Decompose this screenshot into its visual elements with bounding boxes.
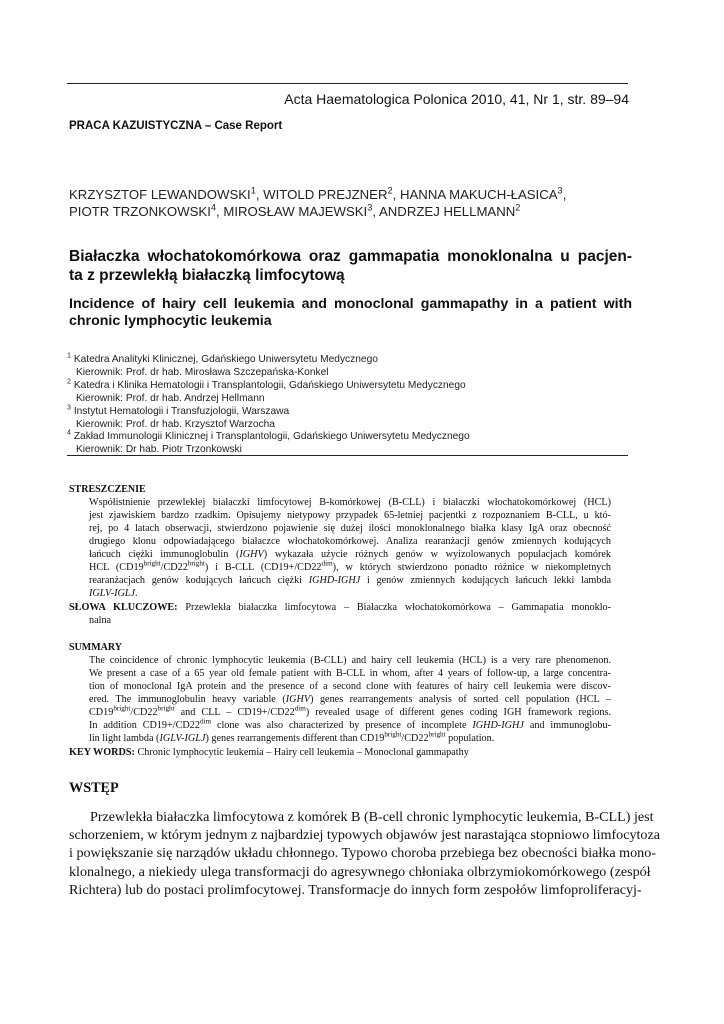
abstract-line: drugiego klonu odpowiadającego białaczce włochatokomórkowej. Analiza rearanżacji genów zmiennych kodujących xyxy=(89,535,611,547)
title-polish xyxy=(69,247,632,285)
abstract-line: rearanżacjach genów kodujących łańcuch ciężki IGHD-IGHJ i genów zmiennych kodujących łańcuch lekki lambda xyxy=(89,574,611,586)
affiliation-line: Kierownik: Prof. dr hab. Mirosława Szczepańska-Konkel xyxy=(76,366,329,378)
affiliation-line: $^2$ Katedra i Klinika Hematologii i Transplantologii, Gdańskiego Uniwersytetu Medycznego xyxy=(67,377,466,391)
body-line: i powiększanie się narządów układu chłonnego. Typowo choroba przebiega bez obecności białka mono- xyxy=(69,845,656,862)
body-line: klonalnego, a niekiedy ulega transformacji do agresywnego chłoniaka olbrzymiokomórkowego (zespół xyxy=(69,863,651,880)
title-english-line: Incidence of hairy cell leukemia and monoclonal gammapathy in a patient with xyxy=(69,296,632,312)
authors xyxy=(69,186,566,220)
affiliation-line: Kierownik: Prof. dr hab. Andrzej Hellmann xyxy=(76,392,265,404)
streszczenie-heading: STRESZCZENIE xyxy=(69,484,146,495)
authors-line-1: KRZYSZTOF LEWANDOWSKI$^1$, WITOLD PREJZNER$^2$, HANNA MAKUCH-ŁASICA$^3$, xyxy=(69,185,567,202)
abstract-line: HCL $(CD19^{bright}/CD22^{bright})$ i B-CLL $(CD19+/CD22^{dim})$, w których stwierdzono ponadto różnice w niekompletnych xyxy=(89,559,611,573)
title-polish-line: ta z przewlekłą białaczką limfocytową xyxy=(69,267,345,284)
abstract-line: rej, po 4 latach obserwacji, stwierdzono pojawienie się dużej ilości monoklonalnego białka klasy IgA oraz obecność xyxy=(89,522,611,534)
summary-line: tion of monoclonal IgA protein and the presence of a second clone with features of hairy cell leukemia were discov- xyxy=(89,680,611,692)
authors-line-2: PIOTR TRZONKOWSKI$^4$, MIROSŁAW MAJEWSKI$^3$, ANDRZEJ HELLMANN$^2$ xyxy=(69,202,521,219)
summary-section xyxy=(69,642,611,760)
body-line: Przewlekła białaczka limfocytowa z komórek B (B-cell chronic lymphocytic leukemia, B-CLL) jest xyxy=(90,809,654,825)
summary-line: ered. The immunoglobulin heavy variable (IGHV) genes rearrangements analysis of sorted cell population (HCL – xyxy=(89,693,611,705)
body-line: schorzeniem, w którym jednym z najbardziej typowych objawów jest narastająca stopniowo limfocytoza xyxy=(69,827,660,844)
abstract-line: łańcuch ciężki immunoglobulin (IGHV) wykazała użycie różnych genów w wyizolowanych populacjach komórek xyxy=(89,548,612,560)
header-rule xyxy=(67,83,628,84)
wstep-heading: WSTĘP xyxy=(69,780,119,796)
streszczenie-section xyxy=(69,484,611,627)
article-type: PRACA KAZUISTYCZNA – Case Report xyxy=(69,120,283,132)
keywords-pl-cont: nalna xyxy=(89,614,112,626)
affiliations-rule xyxy=(67,455,628,456)
summary-line: lin light lambda (IGLV-IGLJ) genes rearrangements different than $CD19^{bright}/CD22^{bright}$ population. xyxy=(89,730,495,744)
body-line: Richtera) lub do postaci prolimfocytowej. Transformacje do innych form zespołów limfoproliferacyj- xyxy=(69,881,642,898)
summary-line: The coincidence of chronic lymphocytic leukemia (B-CLL) and hairy cell leukemia (HCL) is a very rare phenomenon. xyxy=(89,654,611,666)
title-english-line: chronic lymphocytic leukemia xyxy=(69,313,272,329)
keywords-pl: SŁOWA KLUCZOWE: Przewlekła białaczka limfocytowa – Białaczka włochatokomórkowa – Gammapatia monoklo- xyxy=(69,601,612,613)
keywords-en: KEY WORDS: Chronic lymphocytic leukemia – Hairy cell leukemia – Monoclonal gammapathy xyxy=(69,746,469,758)
abstract-line: jest zjawiskiem bardzo rzadkim. Opisujemy nietypowy przypadek 65-letniej pacjentki z rozpoznaniem B-CLL, u któ- xyxy=(89,509,611,521)
affiliations xyxy=(67,351,470,457)
summary-line: We present a case of a 65 year old female patient with B-CLL in whom, after 4 years of follow-up, a large concentra- xyxy=(89,667,611,679)
summary-line: $CD19^{bright}/CD22^{bright}$ and CLL – $CD19+/CD22^{dim}$) revealed usage of different genes coding IGH framework regions. xyxy=(89,704,612,718)
summary-line: In addition $CD19+/CD22^{dim}$ clone was also characterized by presence of incomplete IGHD-IGHJ and immunoglobu- xyxy=(89,717,611,731)
wstep-body xyxy=(69,808,660,899)
abstract-line: IGLV-IGLJ. xyxy=(89,587,138,599)
journal-reference: Acta Haematologica Polonica 2010, 41, Nr 1, str. 89–94 xyxy=(284,91,629,107)
abstract-line: Współistnienie przewlekłej białaczki limfocytowej B-komórkowej (B-CLL) i białaczki włochatokomórkowej (HCL) xyxy=(89,496,611,508)
affiliation-line: $^3$ Instytut Hematologii i Transfuzjologii, Warszawa xyxy=(67,403,290,417)
affiliation-line: Kierownik: Dr hab. Piotr Trzonkowski xyxy=(76,444,242,456)
affiliation-line: Kierownik: Prof. dr hab. Krzysztof Warzocha xyxy=(76,418,275,430)
title-english xyxy=(69,296,632,330)
title-polish-line: Białaczka włochatokomórkowa oraz gammapatia monoklonalna u pacjen- xyxy=(69,248,632,265)
affiliation-line: $^4$ Zakład Immunologii Klinicznej i Transplantologii, Gdańskiego Uniwersytetu Medycznego xyxy=(67,429,470,443)
affiliation-line: $^1$ Katedra Analityki Klinicznej, Gdańskiego Uniwersytetu Medycznego xyxy=(67,351,378,365)
summary-heading: SUMMARY xyxy=(69,642,122,653)
